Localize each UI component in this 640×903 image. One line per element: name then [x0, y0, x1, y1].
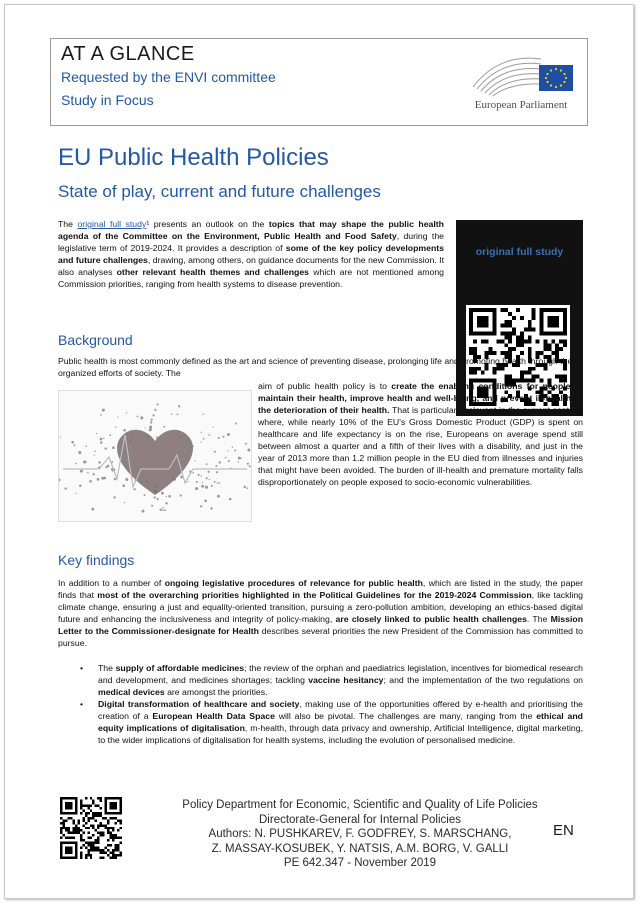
page-subtitle: State of play, current and future challenges: [58, 182, 381, 201]
page-title: EU Public Health Policies: [58, 144, 329, 171]
doc-type: AT A GLANCE: [61, 43, 195, 65]
section-heading-background: Background: [58, 332, 133, 348]
logo-name: European Parliament: [474, 99, 568, 111]
footer-department: Policy Department for Economic, Scientific and Quality of Life Policies: [182, 799, 538, 811]
bullet-icon: •: [80, 663, 84, 673]
heart-heartbeat-image: [58, 390, 252, 522]
list-item: • Digital transformation of healthcare and society, making use of the opportunities offered by e-health and prioritising the creation of a European Health Data Space will also be pivotal. The challenges are many, ranging from the ethical and equity implications of digitalisation, m-health, through data privacy and ownership, Artificial Intelligence, digital marketing, to the wider implications of digitalisation for health systems, including the evolution of personalised medicine.: [80, 699, 583, 745]
language-code: EN: [553, 822, 574, 839]
footer-qr-code[interactable]: [60, 797, 122, 859]
footer-authors-1: Authors: N. PUSHKAREV, F. GODFREY, S. MARSCHANG,: [208, 828, 512, 840]
bullet-icon: •: [80, 699, 84, 709]
header-box: [50, 38, 588, 126]
footer-authors-2: Z. MASSAY-KOSUBEK, Y. NATSIS, A.M. BORG, V. GALLI: [211, 842, 509, 855]
intro-paragraph: The original full study¹ presents an outlook on the topics that may shape the public health agenda of the Committee on the Environment, Public Health and Food Safety, during the legislative term of 2019-2024. It provides a description of some of the key policy developments and future challenges, drawing, among others, on guidance documents for the new Commission. It also analyses other relevant health themes and challenges which are not mentioned among Commission priorities, ranging from health systems to disease prevention.: [58, 219, 445, 289]
section-heading-key-findings: Key findings: [58, 552, 135, 568]
qr-label: original full study: [475, 246, 564, 258]
series-label: Study in Focus: [61, 92, 154, 108]
key-findings-paragraph: In addition to a number of ongoing legislative procedures of relevance for public health, which are listed in the study, the paper finds that most of the overarching priorities highlighted in the Political Guidelines for the 2019-2024 Commission, like tackling climate change, ensuring a just and equality-oriented transition, pursuing a zero-pollution ambition, developing an ethics-based digital future and enhancing the inclusiveness and integrity of policy-making, are closely linked to public health challenges. The Mission Letter to the Commissioner-designate for Health describes several priorities the new President of the Commission has committed to pursue.: [58, 578, 584, 648]
footer-text: [160, 798, 560, 871]
requested-by: Requested by the ENVI committee: [61, 69, 276, 85]
footer-reference: PE 642.347 - November 2019: [283, 857, 437, 869]
background-paragraph: Public health is most commonly defined as the art and science of preventing disease, prolonging life and promoting health through the organized efforts of society. The: [58, 356, 573, 378]
original-study-link[interactable]: original full study: [77, 219, 147, 229]
list-item: • The supply of affordable medicines; the review of the orphan and paediatrics legislation, incentives for biomedical research and development, and medicines shortages; tackling vaccine hesitancy; and the implementation of the two regulations on medical devices are amongst the priorities.: [80, 663, 584, 697]
key-findings-list: [78, 662, 583, 746]
background-paragraph-continued: aim of public health policy is to create the enabling conditions for people to maintain their health, improve health and well-being, and prevent ill-health or the deterioration of their health. That is particularly relevant in the current context, where, while nearly 10% of the EU's Gross Domestic Product (GDP) is spent on healthcare and life expectancy is on the rise, Europeans on average spend still between almost a quarter and a fifth of their lives with a disability, and just in the year of 2013 more than 1.2 million people in the EU died from illnesses and injuries that might have been avoided. The burden of ill-health and premature mortality falls disproportionately on people exposed to socio-economic vulnerabilities.: [258, 381, 583, 487]
footer-directorate: Directorate-General for Internal Policies: [259, 813, 461, 826]
